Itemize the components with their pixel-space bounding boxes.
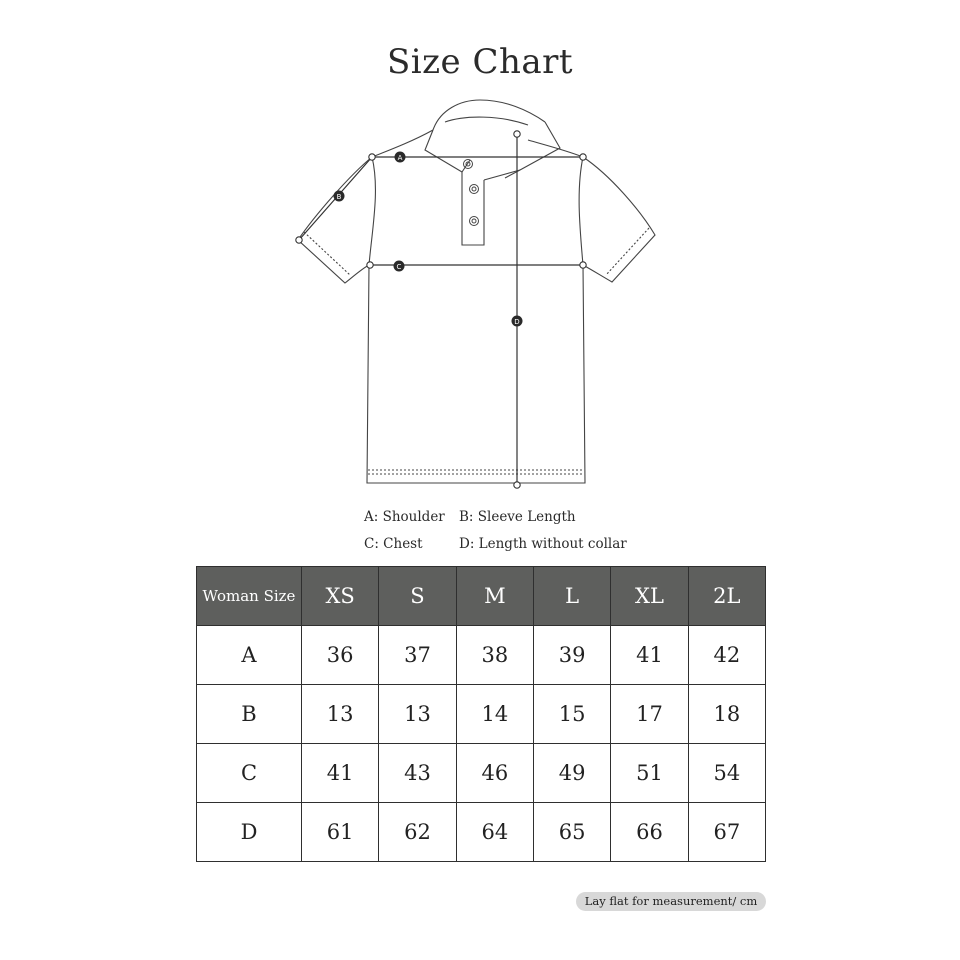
legend-row (364, 530, 664, 557)
table-cell: 14 (456, 685, 533, 744)
svg-text:B: B (336, 193, 342, 201)
table-cell: 65 (533, 803, 610, 862)
table-cell: 51 (611, 744, 688, 803)
row-label: B (197, 685, 302, 744)
table-cell: 66 (611, 803, 688, 862)
header-size: XL (611, 567, 688, 626)
svg-text:A: A (397, 154, 403, 162)
table-cell: 43 (379, 744, 456, 803)
table-cell: 41 (302, 744, 379, 803)
header-size: XS (302, 567, 379, 626)
svg-text:C: C (396, 263, 402, 271)
table-cell: 62 (379, 803, 456, 862)
table-cell: 15 (533, 685, 610, 744)
legend-item-chest: C: Chest (364, 535, 423, 552)
marker-a (395, 152, 406, 163)
header-size: S (379, 567, 456, 626)
table-cell: 17 (611, 685, 688, 744)
table-cell: 64 (456, 803, 533, 862)
header-size: L (533, 567, 610, 626)
row-label: A (197, 626, 302, 685)
legend-item-sleeve-length: B: Sleeve Length (459, 508, 576, 525)
row-label: D (197, 803, 302, 862)
measurement-note: Lay flat for measurement/ cm (576, 892, 766, 911)
header-size: 2L (688, 567, 765, 626)
marker-b (334, 191, 345, 202)
table-cell: 61 (302, 803, 379, 862)
marker-c (394, 261, 405, 272)
legend-item-shoulder: A: Shoulder (364, 508, 445, 525)
header-woman-size: Woman Size (197, 567, 302, 626)
table-cell: 36 (302, 626, 379, 685)
table-cell: 49 (533, 744, 610, 803)
polo-shirt-diagram (280, 95, 680, 495)
table-header-row (197, 567, 766, 626)
table-row (197, 685, 766, 744)
table-cell: 38 (456, 626, 533, 685)
legend-row (364, 503, 664, 530)
table-row (197, 626, 766, 685)
legend-item-length: D: Length without collar (459, 535, 627, 552)
table-cell: 37 (379, 626, 456, 685)
table-row (197, 744, 766, 803)
table-cell: 18 (688, 685, 765, 744)
table-cell: 41 (611, 626, 688, 685)
size-table (196, 566, 766, 862)
row-label: C (197, 744, 302, 803)
table-cell: 39 (533, 626, 610, 685)
marker-d (512, 316, 523, 327)
table-cell: 46 (456, 744, 533, 803)
table-cell: 42 (688, 626, 765, 685)
table-cell: 13 (379, 685, 456, 744)
measurement-legend (364, 503, 664, 557)
table-cell: 67 (688, 803, 765, 862)
table-cell: 54 (688, 744, 765, 803)
page-title: Size Chart (386, 42, 574, 82)
svg-text:D: D (514, 318, 520, 326)
table-row (197, 803, 766, 862)
table-cell: 13 (302, 685, 379, 744)
header-size: M (456, 567, 533, 626)
